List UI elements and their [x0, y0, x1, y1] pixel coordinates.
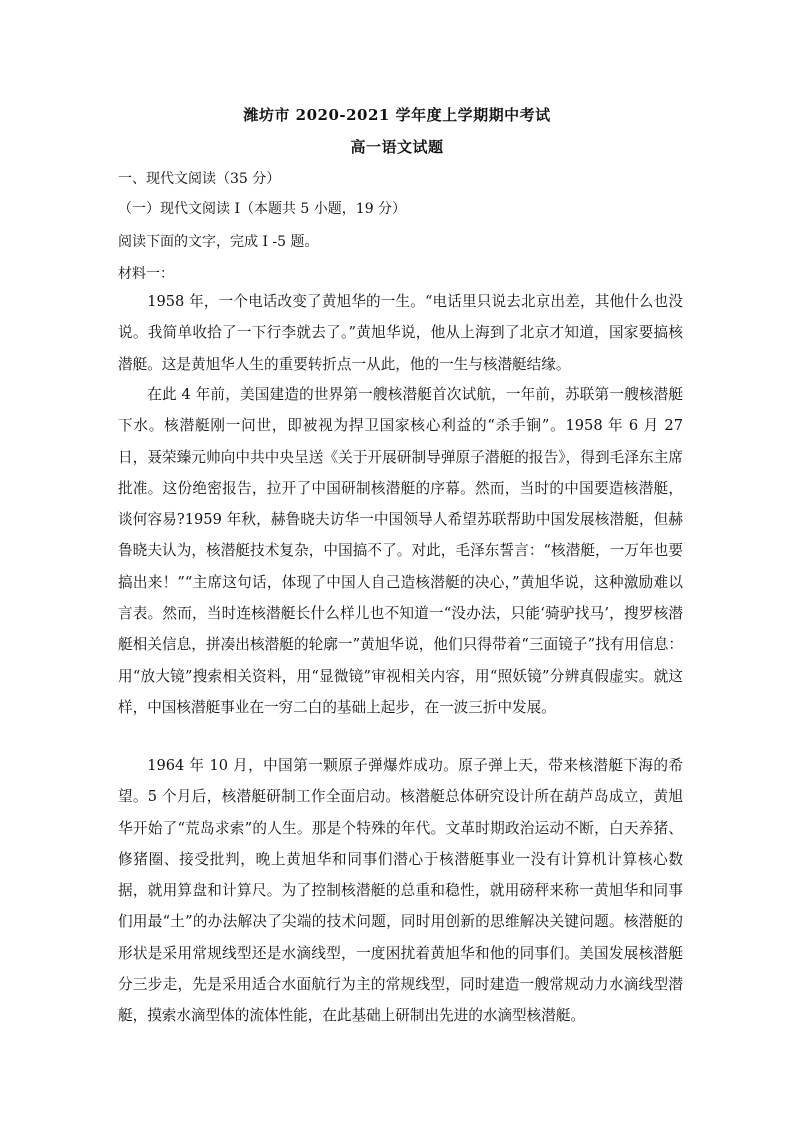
reading-instruction: 阅读下面的文字，完成 I -5 题。: [118, 234, 319, 250]
body-paragraph: 1964 年 10 月，中国第一颗原子弹爆炸成功。原子弹上天，带来核潜艇下海的希望。5 个月后，核潜艇研制工作全面启动。核潜艇总体研究设计所在葫芦岛成立，黄旭华开始了“荒岛求索”的人生。那是个特殊的年代。文革时期政治运动不断，白天养猪、修猪圈、接受批判，晚上黄旭华和同事们潜心于核潜艇事业一没有计算机计算核心数据，就用算盘和计算尺。为了控制核潜艇的总重和稳性，就用磅秤来称一黄旭华和同事们用最“土”的办法解决了尖端的技术问题，同时用创新的思维解决关键问题。核潜艇的形状是采用常规线型还是水滴线型，一度困扰着黄旭华和他的同事们。美国发展核潜艇分三步走，先是采用适合水面航行为主的常规线型，同时建造一艘常规动力水滴线型潜艇，摸索水滴型体的流体性能，在此基础上研制出先进的水滴型核潜艇。: [118, 757, 683, 1025]
section-heading: 一、现代文阅读（35 分）: [118, 171, 281, 187]
body-paragraph: 1958 年，一个电话改变了黄旭华的一生。“电话里只说去北京出差，其他什么也没说。我简单收拾了一下行李就去了。”黄旭华说，他从上海到了北京才知道，国家要搞核潜艇。这是黄旭华人生的重要转折点一从此，他的一生与核潜艇结缘。: [118, 293, 683, 373]
subsection-heading: （一）现代文阅读 I（本题共 5 小题，19 分）: [118, 201, 407, 217]
exam-title: 潍坊市 2020-2021 学年度上学期期中考试: [243, 106, 551, 124]
material-label: 材料一：: [118, 266, 174, 282]
body-paragraph: 在此 4 年前，美国建造的世界第一艘核潜艇首次试航，一年前，苏联第一艘核潜艇下水。核潜艇刚一问世，即被视为捍卫国家核心利益的“杀手锏”。1958 年 6 月 27 日，聂荣臻元帅向中共中央呈送《关于开展研制导弹原子潜艇的报告》，得到毛泽东主席批准。这份绝密报告，拉开了中国研制核潜艇的序幕。然而，当时的中国要造核潜艇，谈何容易?1959 年秋，赫鲁晓夫访华一中国领导人希望苏联帮助中国发展核潜艇，但赫鲁晓夫认为，核潜艇技术复杂，中国搞不了。对此，毛泽东誓言：“核潜艇，一万年也要搞出来！”“主席这句话，体现了中国人自己造核潜艇的决心，”黄旭华说，这种激励难以言表。然而，当时连核潜艇长什么样儿也不知道一“没办法，只能‘骑驴找马’，搜罗核潜艇相关信息，拼凑出核潜艇的轮廓一”黄旭华说，他们只得带着“三面镜子”找有用信息：用“放大镜”搜索相关资料，用“显微镜”审视相关内容，用“照妖镜”分辨真假虚实。就这样，中国核潜艇事业在一穷二白的基础上起步，在一波三折中发展。: [118, 386, 683, 716]
exam-subtitle: 高一语文试题: [350, 138, 444, 156]
